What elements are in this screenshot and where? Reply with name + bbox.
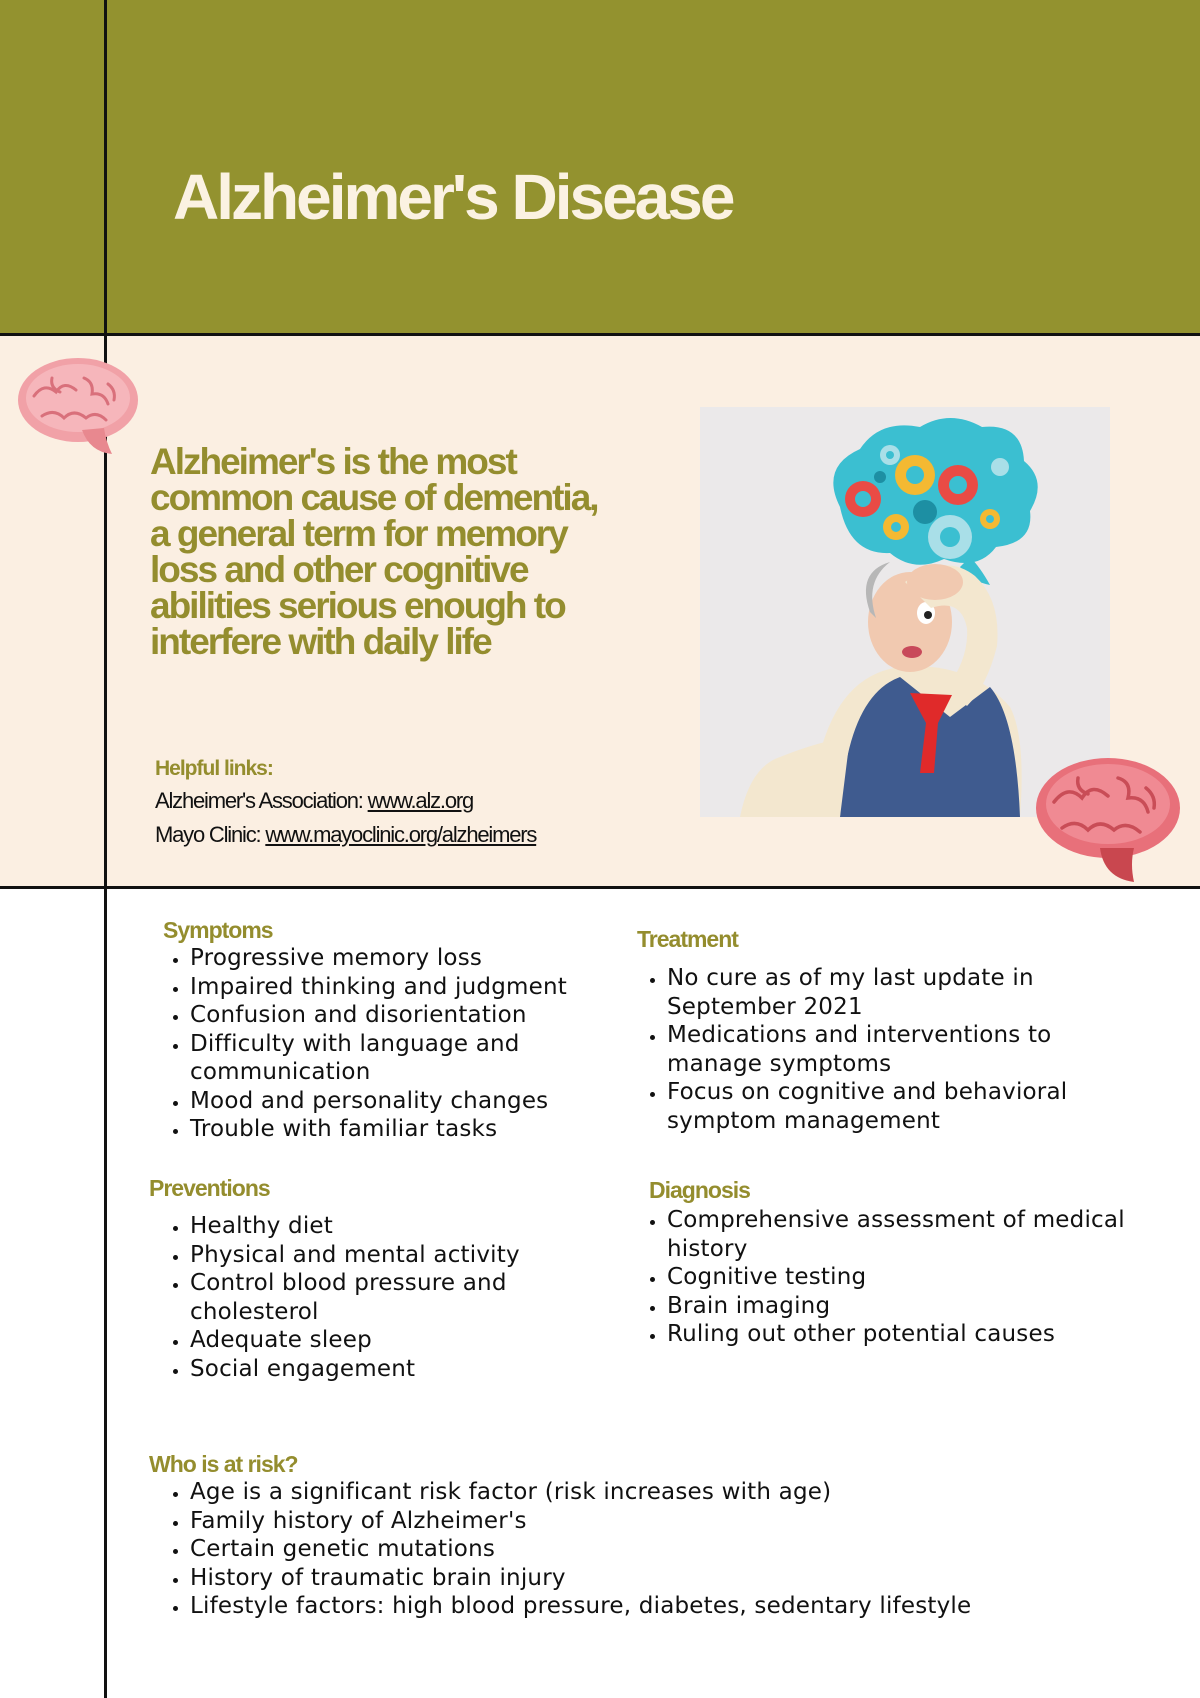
- list-item: • Cognitive testing: [667, 1263, 1137, 1292]
- intro-statement: Alzheimer's is the most common cause of dementia, a general term for memory loss and other cognitive abilities serious enough to interfere with daily life: [150, 441, 598, 662]
- helpful-links-heading: Helpful links:: [155, 757, 273, 780]
- list-item: • Control blood pressure and cholesterol: [190, 1269, 630, 1326]
- link-mayo-clinic: [155, 822, 536, 848]
- list-item: • Trouble with familiar tasks: [190, 1115, 630, 1144]
- brain-icon: [1030, 752, 1186, 884]
- list-item: • Certain genetic mutations: [190, 1535, 1150, 1564]
- list-item: • Age is a significant risk factor (risk increases with age): [190, 1478, 1150, 1507]
- list-item: • Ruling out other potential causes: [667, 1320, 1137, 1349]
- list-item: • Impaired thinking and judgment: [190, 973, 630, 1002]
- list-item: • Brain imaging: [667, 1292, 1137, 1321]
- list-item: • Comprehensive assessment of medical history: [667, 1206, 1137, 1263]
- list-item: • Family history of Alzheimer's: [190, 1507, 1150, 1536]
- page-title: Alzheimer's Disease: [173, 161, 733, 233]
- list-item: • Healthy diet: [190, 1212, 630, 1241]
- risk-list: [150, 1478, 1150, 1621]
- list-item: • Focus on cognitive and behavioral symptom management: [667, 1078, 1137, 1135]
- list-item: • Adequate sleep: [190, 1326, 630, 1355]
- list-item: • Medications and interventions to manage symptoms: [667, 1021, 1137, 1078]
- list-item: • Lifestyle factors: high blood pressure, diabetes, sedentary lifestyle: [190, 1592, 1150, 1621]
- list-item: • History of traumatic brain injury: [190, 1564, 1150, 1593]
- brain-icon: [12, 354, 144, 462]
- link-label: Mayo Clinic:: [155, 822, 266, 847]
- list-item: • Progressive memory loss: [190, 944, 630, 973]
- list-item: • Mood and personality changes: [190, 1087, 630, 1116]
- brain-gears-illustration: [833, 418, 1037, 585]
- risk-heading: Who is at risk?: [149, 1451, 298, 1477]
- vertical-rule: [104, 0, 107, 1698]
- preventions-heading: Preventions: [149, 1175, 270, 1201]
- treatment-heading: Treatment: [637, 926, 738, 952]
- list-item: • Difficulty with language and communication: [190, 1030, 630, 1087]
- diagnosis-heading: Diagnosis: [649, 1177, 750, 1203]
- header-banner: [0, 0, 1200, 336]
- link-label: Alzheimer's Association:: [155, 788, 368, 813]
- preventions-list: [150, 1212, 630, 1383]
- symptoms-heading: Symptoms: [163, 917, 273, 943]
- list-item: • Confusion and disorientation: [190, 1001, 630, 1030]
- mayo-clinic-link[interactable]: www.mayoclinic.org/alzheimers: [265, 822, 537, 847]
- list-item: • Physical and mental activity: [190, 1241, 630, 1270]
- diagnosis-list: [627, 1206, 1137, 1349]
- list-item: • Social engagement: [190, 1355, 630, 1384]
- link-alz-association: [155, 788, 473, 814]
- list-item: • No cure as of my last update in September 2021: [667, 964, 1137, 1021]
- treatment-list: [627, 964, 1137, 1135]
- alz-org-link[interactable]: www.alz.org: [367, 788, 474, 813]
- symptoms-list: [150, 944, 630, 1144]
